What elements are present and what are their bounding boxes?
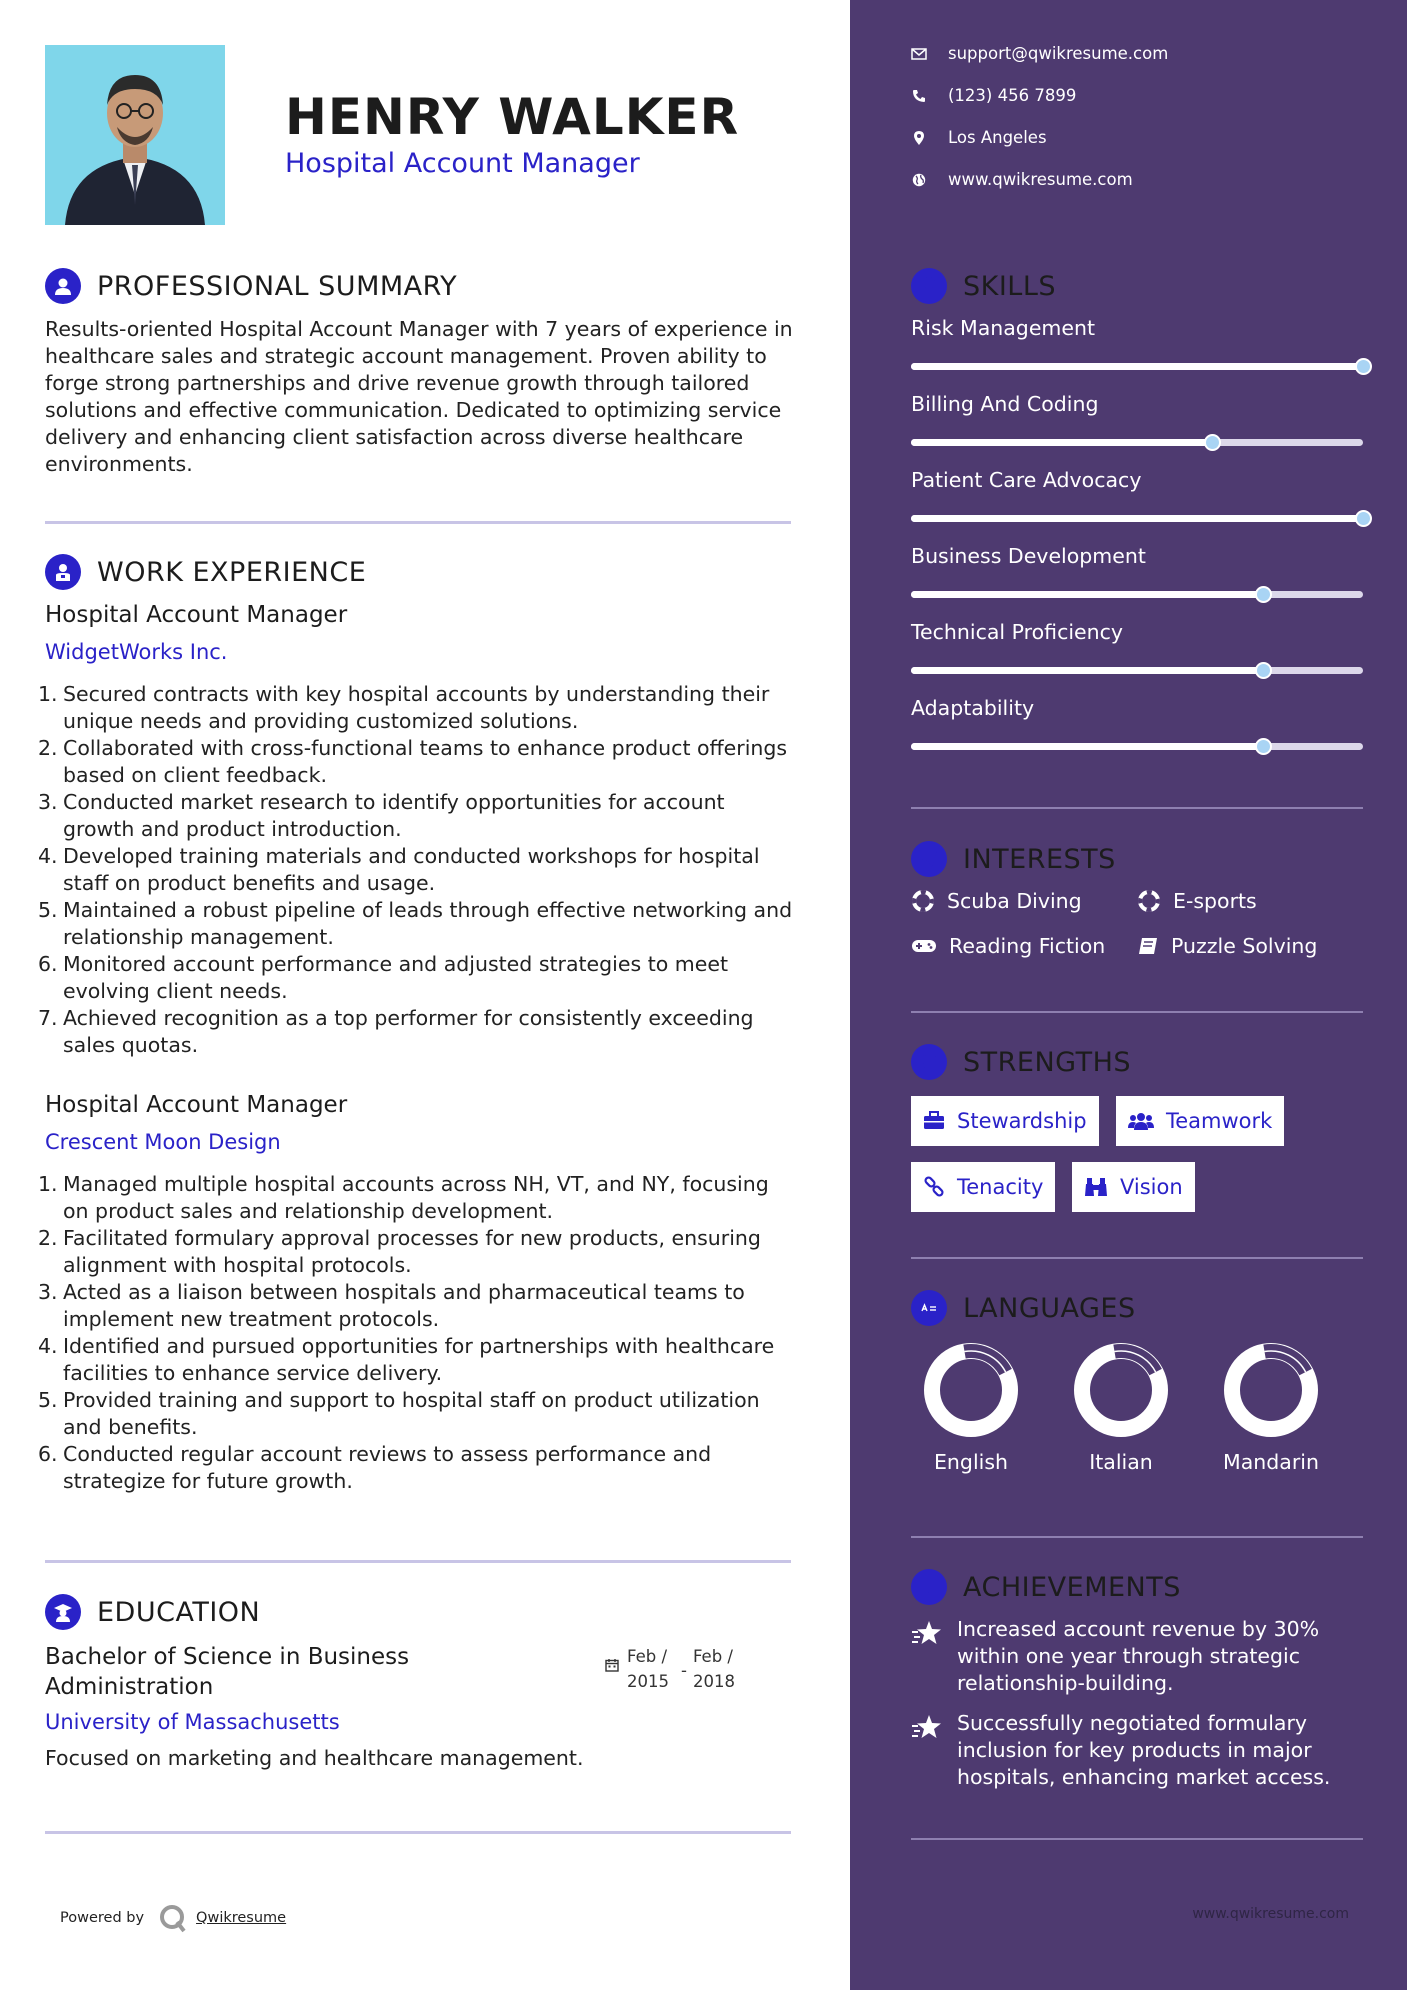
- contact-location: Los Angeles: [910, 128, 1047, 147]
- footer-url[interactable]: www.qwikresume.com: [1192, 1906, 1349, 1922]
- powered-by: Powered by Qwikresume: [60, 1903, 286, 1933]
- summary-title: PROFESSIONAL SUMMARY: [97, 270, 458, 302]
- list-item: 4. Developed training materials and conducted workshops for hospital staff on product benefits and usage.: [38, 844, 760, 895]
- qwikresume-logo-icon: [158, 1903, 188, 1933]
- profile-photo: [45, 45, 225, 225]
- strengths-title: STRENGTHS: [963, 1046, 1132, 1078]
- contact-website: www.qwikresume.com: [910, 170, 1133, 189]
- language-donut: [923, 1342, 1019, 1438]
- job-bullets: [38, 681, 798, 1059]
- skill-bar-knob: [1255, 586, 1272, 603]
- lightbulb-icon: [911, 268, 947, 304]
- list-item: 3. Conducted market research to identify opportunities for account growth and product introduction.: [38, 790, 725, 841]
- list-item: 1. Managed multiple hospital accounts across NH, VT, and NY, focusing on product sales and relationship development.: [38, 1172, 769, 1223]
- skill-label: Billing And Coding: [911, 392, 1099, 416]
- skill-bar: [911, 439, 1363, 446]
- strength-badge: Teamwork: [1116, 1096, 1284, 1146]
- skill-bar-fill: [911, 591, 1263, 598]
- divider: [911, 1838, 1363, 1840]
- languages-heading: [911, 1290, 1136, 1326]
- skills-heading: [911, 268, 1056, 304]
- list-item: 1. Secured contracts with key hospital accounts by understanding their unique needs and providing customized solutions.: [38, 682, 770, 733]
- strength-badge: Tenacity: [911, 1162, 1055, 1212]
- education-heading: [45, 1594, 260, 1630]
- contact-phone: (123) 456 7899: [910, 86, 1076, 105]
- interest-item: Puzzle Solving: [1137, 934, 1317, 958]
- map-marker-icon: [910, 131, 928, 145]
- skill-bar-knob: [1355, 510, 1372, 527]
- divider: [911, 1011, 1363, 1013]
- interest-item: Reading Fiction: [911, 934, 1105, 958]
- divider: [911, 807, 1363, 809]
- interest-item: E-sports: [1137, 889, 1257, 913]
- language-item: [1066, 1342, 1176, 1474]
- users-icon: [1128, 1111, 1154, 1131]
- candidate-name: HENRY WALKER: [285, 88, 740, 146]
- skill-bar-fill: [911, 439, 1212, 446]
- experience-heading: [45, 554, 366, 590]
- achievement-item: Increased account revenue by 30% within one year through strategic relationship-building.: [911, 1616, 1363, 1697]
- divider: [45, 1560, 791, 1563]
- interests-title: INTERESTS: [963, 843, 1116, 875]
- job-title: Hospital Account Manager: [45, 1092, 348, 1118]
- language-donut: [1223, 1342, 1319, 1438]
- skill-bar-fill: [911, 515, 1363, 522]
- languages-title: LANGUAGES: [963, 1292, 1136, 1324]
- skill-bar-knob: [1255, 738, 1272, 755]
- divider: [45, 521, 791, 524]
- skill-bar: [911, 363, 1363, 370]
- divider: [911, 1257, 1363, 1259]
- lifebuoy-icon: [911, 889, 935, 913]
- skill-label: Risk Management: [911, 316, 1096, 340]
- strength-badge: Stewardship: [911, 1096, 1099, 1146]
- skill-label: Technical Proficiency: [911, 620, 1124, 644]
- skill-label: Business Development: [911, 544, 1146, 568]
- briefcase-icon: [923, 1111, 945, 1131]
- education-date: Feb / 2015 - Feb / 2018: [605, 1644, 735, 1694]
- interests-heading: [911, 841, 1116, 877]
- interest-item: Scuba Diving: [911, 889, 1082, 913]
- skill-bar: [911, 743, 1363, 750]
- user-icon: [45, 268, 81, 304]
- candidate-title: Hospital Account Manager: [285, 148, 640, 179]
- list-item: 2. Collaborated with cross-functional teams to enhance product offerings based on client feedback.: [38, 736, 788, 787]
- list-item: 6. Monitored account performance and adjusted strategies to meet evolving client needs.: [38, 952, 729, 1003]
- list-item: 4. Identified and pursued opportunities for partnerships with healthcare facilities to enhance service delivery.: [38, 1334, 775, 1385]
- language-icon: [911, 1290, 947, 1326]
- school-name: University of Massachusetts: [45, 1710, 340, 1734]
- graduate-icon: [45, 1594, 81, 1630]
- skill-bar-fill: [911, 363, 1363, 370]
- strengths-heading: [911, 1044, 1131, 1080]
- globe-icon: [910, 173, 928, 187]
- paper-plane-icon: [911, 841, 947, 877]
- skill-bar: [911, 667, 1363, 674]
- summary-heading: [45, 268, 457, 304]
- skill-bar-fill: [911, 667, 1263, 674]
- star-badge-icon: [911, 1569, 947, 1605]
- link-icon: [923, 1176, 945, 1198]
- job-bullets: [38, 1171, 798, 1495]
- language-item: [1216, 1342, 1326, 1474]
- list-item: 3. Acted as a liaison between hospitals and pharmaceutical teams to implement new treatment protocols.: [38, 1280, 745, 1331]
- list-item: 2. Facilitated formulary approval processes for new products, ensuring alignment with hospital protocols.: [38, 1226, 761, 1277]
- language-label: Mandarin: [1223, 1450, 1319, 1474]
- company-name: Crescent Moon Design: [45, 1130, 281, 1154]
- company-name: WidgetWorks Inc.: [45, 640, 228, 664]
- divider: [911, 1536, 1363, 1538]
- education-title: EDUCATION: [97, 1596, 261, 1628]
- fist-icon: [911, 1044, 947, 1080]
- skill-bar: [911, 591, 1363, 598]
- star-icon: [911, 1710, 943, 1791]
- lifebuoy-icon: [1137, 889, 1161, 913]
- contact-email: support@qwikresume.com: [910, 44, 1168, 63]
- achievements-title: ACHIEVEMENTS: [963, 1571, 1181, 1603]
- book-icon: [1137, 936, 1159, 956]
- language-item: [916, 1342, 1026, 1474]
- skill-bar-fill: [911, 743, 1263, 750]
- skill-bar-knob: [1255, 662, 1272, 679]
- skills-title: SKILLS: [963, 270, 1057, 302]
- qwikresume-link[interactable]: Qwikresume: [196, 1910, 287, 1926]
- experience-title: WORK EXPERIENCE: [97, 556, 367, 588]
- achievements-heading: [911, 1569, 1181, 1605]
- education-note: Focused on marketing and healthcare management.: [45, 1746, 584, 1770]
- gamepad-icon: [911, 938, 937, 954]
- skill-bar-knob: [1355, 358, 1372, 375]
- job-title: Hospital Account Manager: [45, 602, 348, 628]
- list-item: 5. Maintained a robust pipeline of leads through effective networking and relationship management.: [38, 898, 793, 949]
- list-item: 5. Provided training and support to hospital staff on product utilization and benefits.: [38, 1388, 760, 1439]
- phone-icon: [910, 89, 928, 103]
- language-donut: [1073, 1342, 1169, 1438]
- language-label: Italian: [1089, 1450, 1153, 1474]
- degree: Bachelor of Science in Business Administration: [45, 1644, 410, 1700]
- list-item: 6. Conducted regular account reviews to assess performance and strategize for future growth.: [38, 1442, 712, 1493]
- skill-label: Patient Care Advocacy: [911, 468, 1142, 492]
- language-label: English: [933, 1450, 1009, 1474]
- achievement-item: Successfully negotiated formulary inclusion for key products in major hospitals, enhancing market access.: [911, 1710, 1363, 1791]
- summary-text: Results-oriented Hospital Account Manager with 7 years of experience in healthcare sales and strategic account management. Proven ability to forge strong partnerships and drive revenue growth through tailored solutions and effective communication. Dedicated to optimizing service delivery and enhancing client satisfaction across diverse healthcare environments.: [45, 317, 793, 476]
- list-item: 7. Achieved recognition as a top performer for consistently exceeding sales quotas.: [38, 1006, 754, 1057]
- calendar-icon: [605, 1658, 619, 1672]
- star-icon: [911, 1616, 943, 1697]
- envelope-icon: [910, 48, 928, 60]
- strength-badge: Vision: [1072, 1162, 1195, 1212]
- skill-label: Adaptability: [911, 696, 1035, 720]
- skill-bar: [911, 515, 1363, 522]
- divider: [45, 1831, 791, 1834]
- briefcase-user-icon: [45, 554, 81, 590]
- binoculars-icon: [1084, 1176, 1108, 1198]
